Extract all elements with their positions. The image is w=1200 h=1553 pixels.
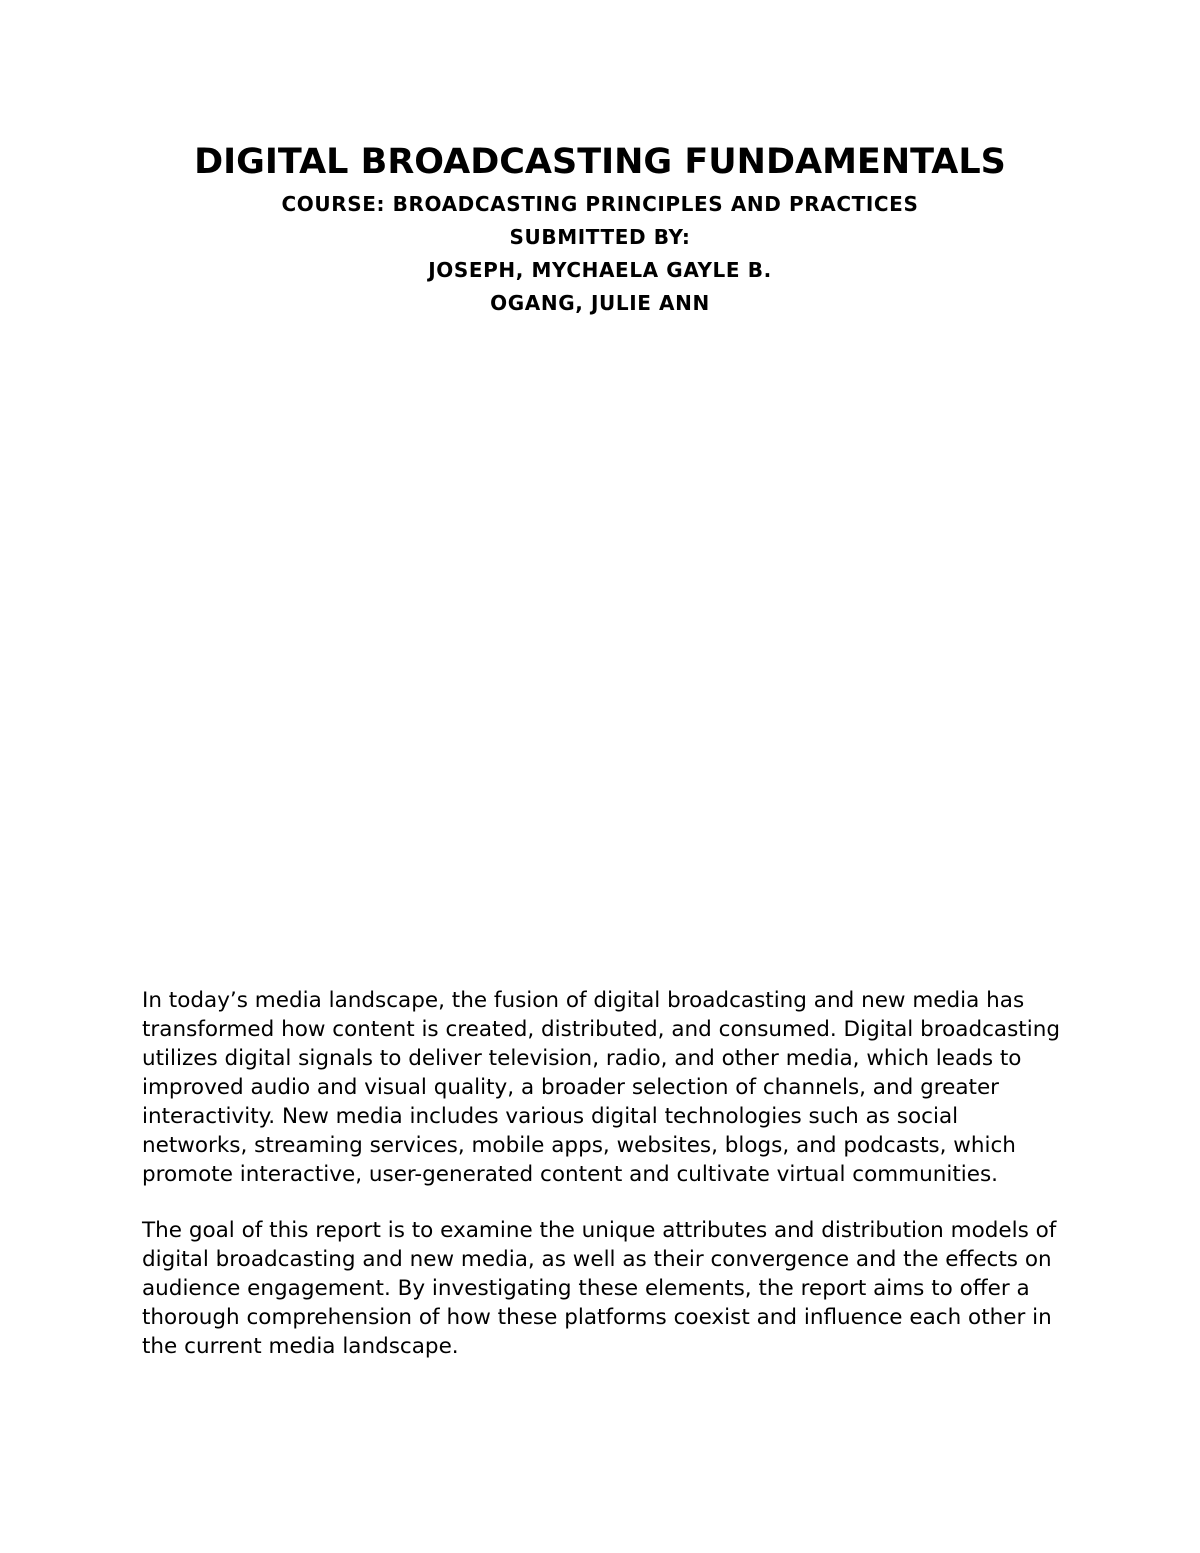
author-name: JOSEPH, MYCHAELA GAYLE B. (428, 258, 772, 282)
goal-paragraph: The goal of this report is to examine the unique attributes and distribution models of digital broadcasting and new media, as well as their convergence and the effects on audience engagement. By investigating these elements, the report aims to offer a thorough comprehension of how these platforms coexist and influence each other in the current media landscape. (142, 1218, 1057, 1359)
title-block (0, 140, 1200, 320)
submitted-by-label: SUBMITTED BY: (509, 225, 691, 249)
author-name: OGANG, JULIE ANN (490, 291, 710, 315)
course-line: COURSE: BROADCASTING PRINCIPLES AND PRACTICES (281, 192, 919, 216)
intro-paragraph: In today’s media landscape, the fusion of digital broadcasting and new media has transformed how content is created, distributed, and consumed. Digital broadcasting utilizes digital signals to deliver television, radio, and other media, which leads to improved audio and visual quality, a broader selection of channels, and greater interactivity. New media includes various digital technologies such as social networks, streaming services, mobile apps, websites, blogs, and podcasts, which promote interactive, user-generated content and cultivate virtual communities. (142, 988, 1060, 1187)
body-text (142, 986, 1062, 1388)
document-title: DIGITAL BROADCASTING FUNDAMENTALS (194, 142, 1006, 182)
